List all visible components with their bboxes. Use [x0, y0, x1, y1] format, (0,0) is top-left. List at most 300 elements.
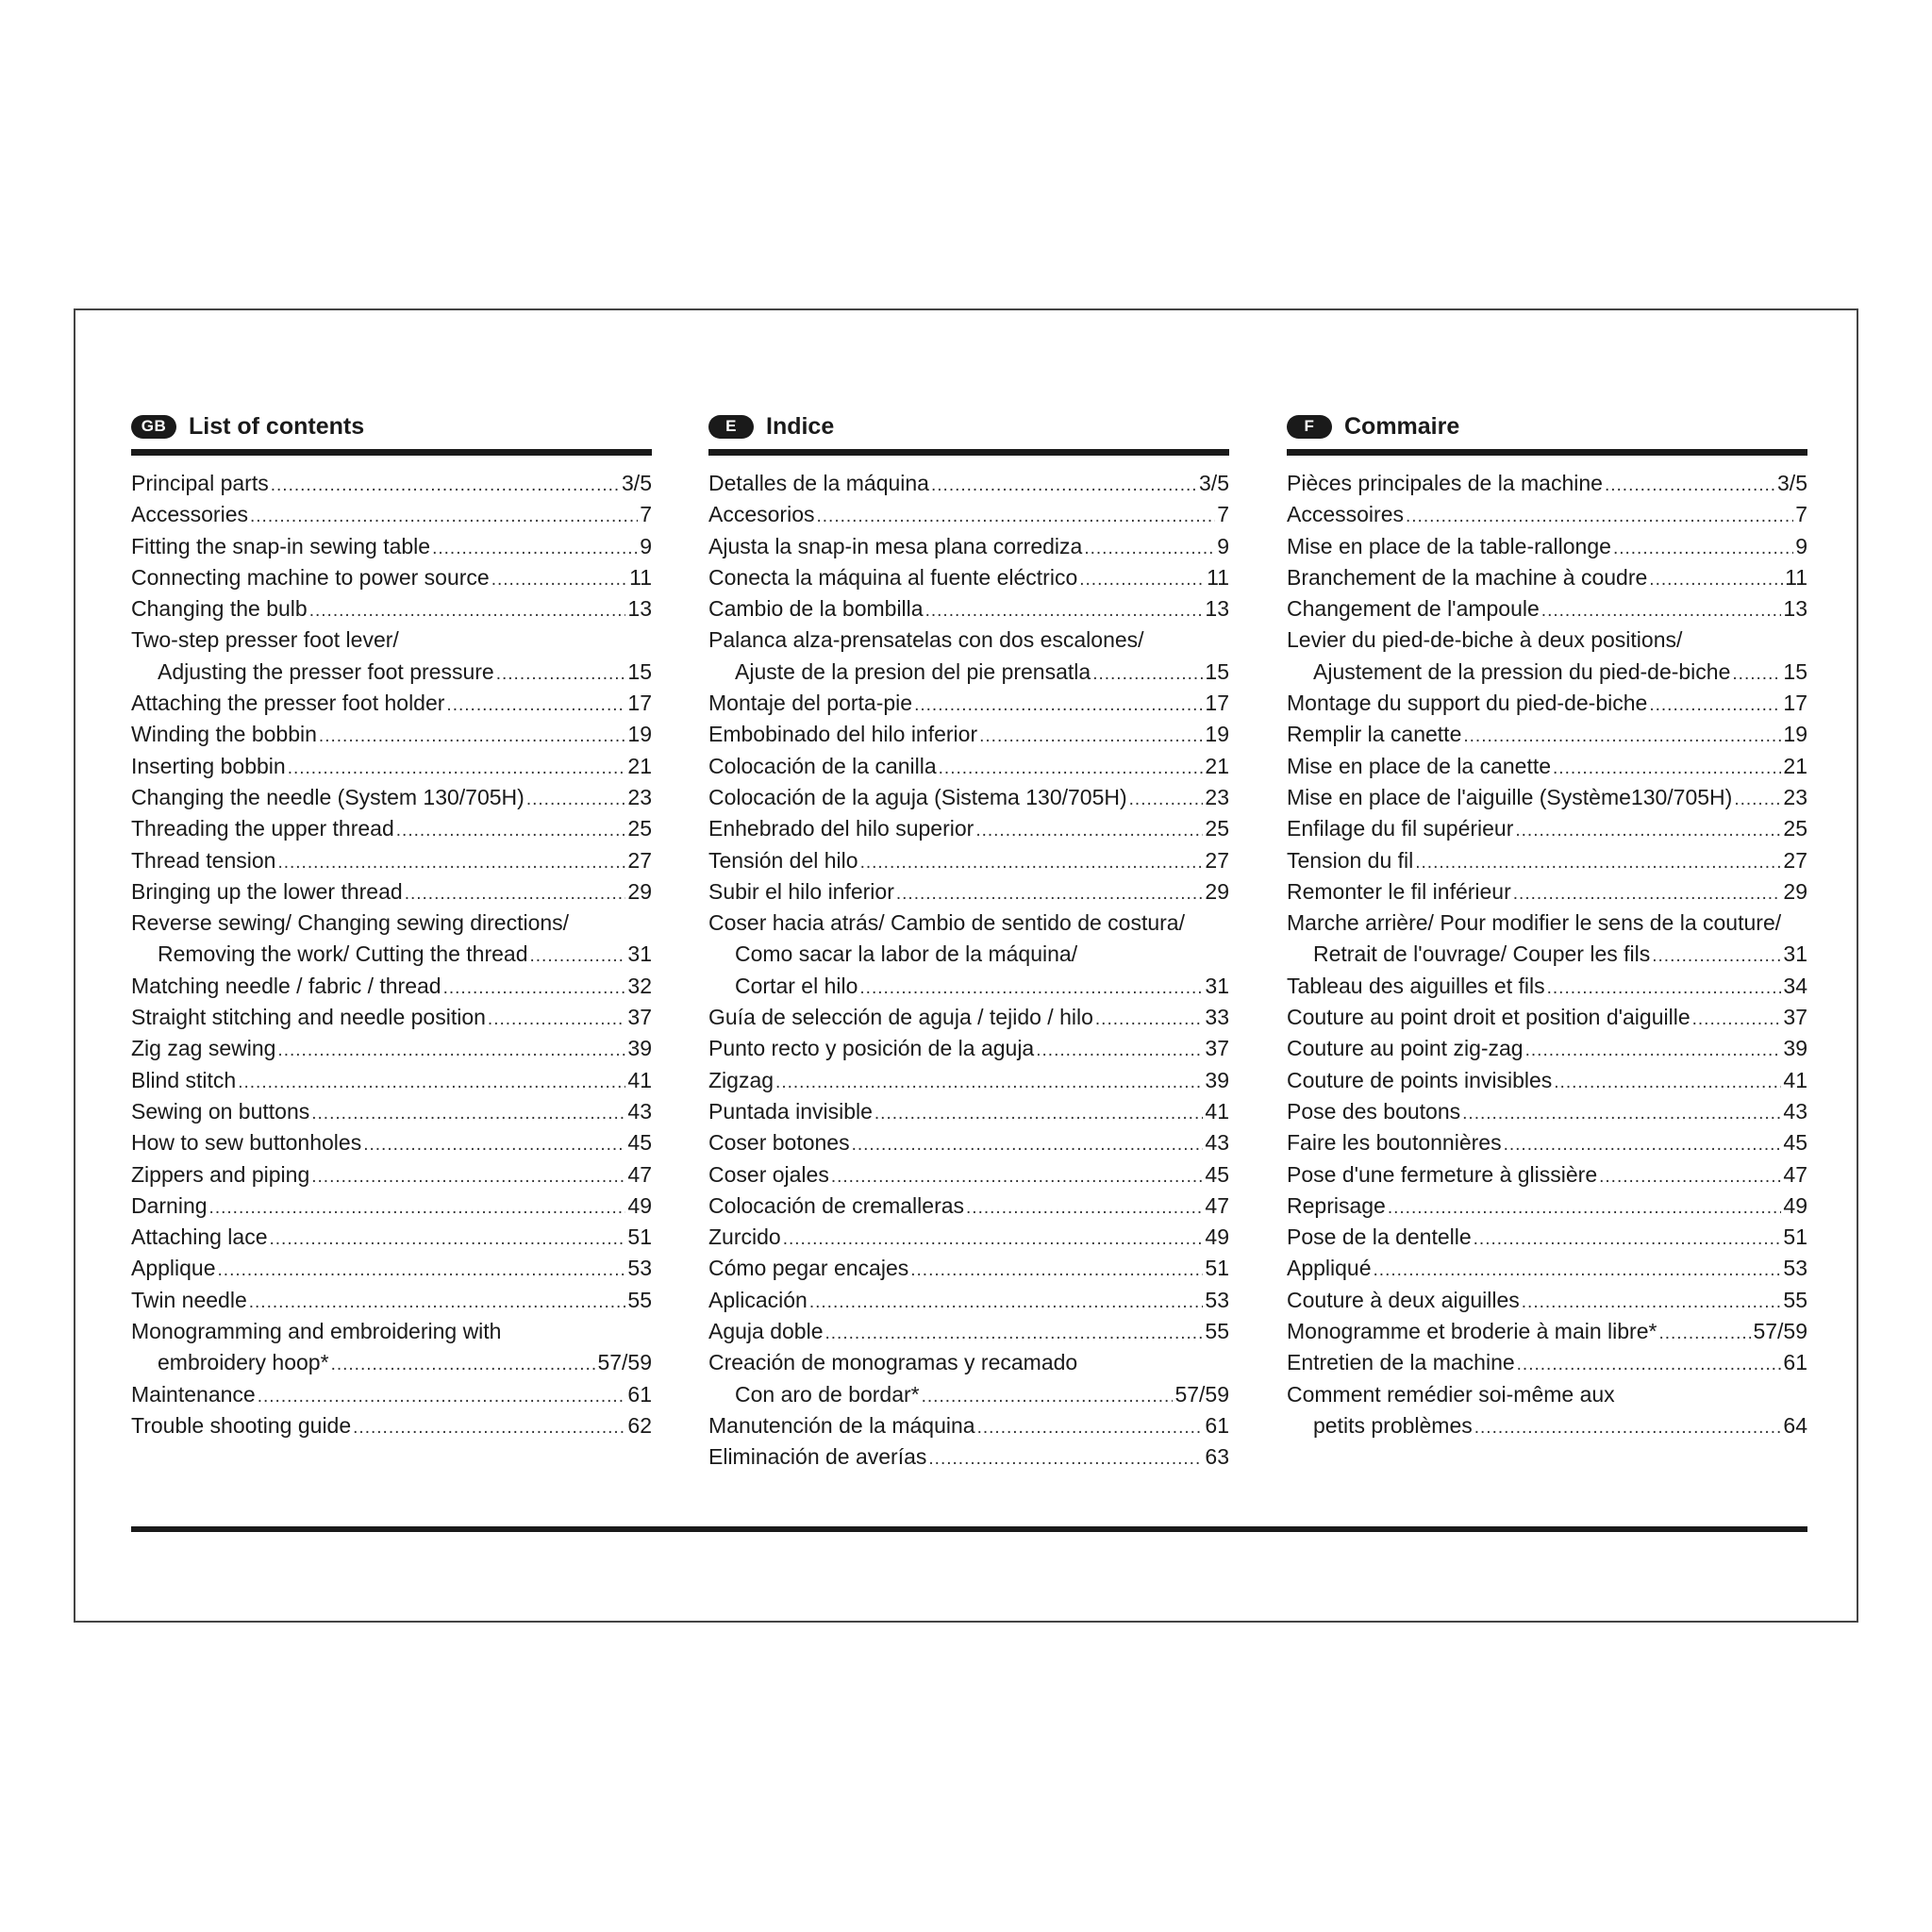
dot-leader	[1463, 726, 1781, 747]
section-heading	[708, 408, 1229, 456]
toc-entry	[708, 1162, 1229, 1193]
toc-entry-title: Tableau des aiguilles et fils	[1287, 973, 1545, 998]
dot-leader	[526, 790, 626, 810]
toc-entry-title: Matching needle / fabric / thread	[131, 973, 441, 998]
toc-page-number: 45	[1205, 1161, 1229, 1187]
toc-page-number: 57/59	[597, 1350, 652, 1375]
toc-entry-title: Twin needle	[131, 1287, 247, 1312]
dot-leader	[363, 1135, 625, 1156]
dot-leader	[966, 1198, 1203, 1219]
contents-column-f	[1287, 408, 1807, 1459]
toc-entry-title: Enhebrado del hilo superior	[708, 816, 974, 841]
toc-entry	[1287, 502, 1807, 533]
toc-page-number: 11	[1785, 564, 1807, 590]
toc-entry	[131, 502, 652, 533]
toc-entry-title: Couture à deux aiguilles	[1287, 1287, 1520, 1312]
toc-page-number: 41	[627, 1067, 652, 1092]
toc-page-number: 3/5	[1777, 471, 1807, 495]
toc-page-number: 37	[1783, 1005, 1807, 1030]
toc-entry	[1287, 754, 1807, 785]
toc-page-number: 39	[627, 1036, 652, 1061]
toc-entry	[131, 974, 652, 1005]
dot-leader	[258, 1387, 626, 1407]
toc-page-number: 19	[627, 722, 652, 747]
section-title: Commaire	[1344, 412, 1460, 440]
dot-leader	[910, 1260, 1203, 1281]
toc-entry	[1287, 910, 1807, 941]
toc-entry	[131, 722, 652, 753]
toc-entry-title: Remplir la canette	[1287, 722, 1462, 747]
toc-page-number: 25	[1205, 816, 1229, 841]
toc-entry-title: Subir el hilo inferior	[708, 878, 894, 904]
section-title: Indice	[766, 412, 835, 440]
dot-leader	[1374, 1260, 1782, 1281]
toc-page-number: 55	[1783, 1287, 1807, 1312]
toc-entry	[131, 1319, 652, 1350]
dot-leader	[939, 758, 1204, 779]
dot-leader	[331, 1355, 596, 1375]
dot-leader	[1415, 853, 1781, 874]
toc-entry-title: Fitting the snap-in sewing table	[131, 533, 431, 558]
toc-entry	[131, 471, 652, 502]
dot-leader	[928, 1449, 1203, 1470]
toc-page-number: 37	[627, 1005, 652, 1030]
toc-entry-title: Punto recto y posición de la aguja	[708, 1036, 1035, 1061]
dot-leader	[1474, 1418, 1782, 1439]
toc-entry-title: Changing the bulb	[131, 596, 308, 622]
toc-entry	[708, 565, 1229, 596]
dot-leader	[1515, 821, 1781, 841]
dot-leader	[1541, 601, 1782, 622]
dot-leader	[1036, 1041, 1203, 1061]
toc-entry	[1287, 1005, 1807, 1036]
dot-leader	[491, 570, 627, 591]
toc-entry-title: Removing the work/ Cutting the thread	[158, 941, 528, 967]
toc-entry	[708, 502, 1229, 533]
toc-entry-title: Guía de selección de aguja / tejido / hilo	[708, 1005, 1093, 1030]
toc-page-number: 17	[627, 691, 652, 716]
toc-entry-title: Cómo pegar encajes	[708, 1256, 909, 1281]
toc-entry-title: Accesorios	[708, 502, 815, 527]
toc-entry	[708, 1444, 1229, 1475]
toc-entry	[131, 1413, 652, 1444]
toc-page-number: 53	[1783, 1256, 1807, 1281]
toc-entry-title: Detalles de la máquina	[708, 471, 929, 495]
dot-leader	[1652, 946, 1781, 967]
toc-entry	[1287, 848, 1807, 879]
toc-page-number: 31	[1205, 973, 1229, 998]
dot-leader	[311, 1104, 625, 1124]
toc-page-number: 51	[627, 1224, 652, 1250]
toc-page-number: 43	[1783, 1098, 1807, 1124]
toc-page-number: 63	[1205, 1444, 1229, 1470]
toc-entry	[1287, 879, 1807, 910]
dot-leader	[922, 1387, 1174, 1407]
language-badge: F	[1287, 415, 1332, 439]
dot-leader	[1388, 1198, 1782, 1219]
toc-page-number: 21	[627, 753, 652, 778]
toc-entry-title: Trouble shooting guide	[131, 1412, 352, 1438]
toc-entry-title: Aguja doble	[708, 1319, 824, 1344]
dot-leader	[309, 601, 626, 622]
toc-entry	[708, 627, 1229, 658]
toc-entry-title: Mise en place de l'aiguille (Système130/705H)	[1287, 784, 1733, 809]
dot-leader	[1406, 507, 1793, 527]
toc-entry-title: Sewing on buttons	[131, 1098, 310, 1124]
toc-page-number: 25	[1783, 816, 1807, 841]
toc-entry	[708, 1099, 1229, 1130]
dot-leader	[249, 1292, 626, 1313]
toc-entry-title: Monogramme et broderie à main libre*	[1287, 1319, 1657, 1344]
toc-entry-title: Ajustement de la pression du pied-de-biche	[1313, 658, 1731, 684]
dot-leader	[931, 475, 1197, 496]
toc-entry	[131, 1224, 652, 1256]
toc-entry-title: Straight stitching and needle position	[131, 1005, 486, 1030]
dot-leader	[311, 1167, 625, 1188]
dot-leader	[825, 1324, 1204, 1344]
dot-leader	[860, 853, 1204, 874]
toc-entry	[131, 1099, 652, 1130]
toc-entry-title: Colocación de cremalleras	[708, 1192, 965, 1218]
toc-entry	[1287, 941, 1807, 973]
toc-entry-title: Enfilage du fil supérieur	[1287, 816, 1514, 841]
toc-list	[1287, 471, 1807, 1444]
toc-entry	[131, 816, 652, 847]
toc-entry	[1287, 1382, 1807, 1413]
toc-entry	[131, 1130, 652, 1161]
toc-entry-title: Branchement de la machine à coudre	[1287, 564, 1648, 590]
toc-entry-title: Puntada invisible	[708, 1098, 873, 1124]
toc-entry	[131, 659, 652, 691]
toc-page-number: 13	[1205, 596, 1229, 622]
toc-page-number: 64	[1783, 1412, 1807, 1438]
toc-entry-title: Bringing up the lower thread	[131, 878, 403, 904]
toc-entry	[708, 1382, 1229, 1413]
dot-leader	[914, 695, 1203, 716]
toc-entry	[1287, 565, 1807, 596]
toc-entry	[708, 1130, 1229, 1161]
toc-entry	[708, 754, 1229, 785]
toc-entry	[131, 1193, 652, 1224]
toc-entry	[131, 910, 652, 941]
toc-entry-title: Coser ojales	[708, 1161, 829, 1187]
dot-leader	[809, 1292, 1204, 1313]
toc-entry	[708, 596, 1229, 627]
toc-entry-title: Maintenance	[131, 1381, 256, 1407]
toc-entry-title: Coser hacia atrás/ Cambio de sentido de costura/	[708, 910, 1185, 936]
toc-page-number: 21	[1783, 753, 1807, 778]
toc-page-number: 7	[1217, 502, 1229, 527]
section-heading	[131, 408, 652, 456]
toc-page-number: 53	[627, 1256, 652, 1281]
toc-entry-title: Mise en place de la canette	[1287, 753, 1552, 778]
toc-entry	[1287, 1130, 1807, 1161]
toc-entry	[708, 910, 1229, 941]
toc-entry	[1287, 1162, 1807, 1193]
toc-entry	[708, 1193, 1229, 1224]
dot-leader	[1547, 978, 1782, 999]
toc-entry	[131, 1288, 652, 1319]
toc-entry-title: Zigzag	[708, 1067, 774, 1092]
toc-page-number: 53	[1205, 1287, 1229, 1312]
toc-entry	[708, 1005, 1229, 1036]
toc-entry	[708, 816, 1229, 847]
toc-page-number: 39	[1783, 1036, 1807, 1061]
dot-leader	[852, 1135, 1204, 1156]
toc-page-number: 61	[1205, 1412, 1229, 1438]
dot-leader	[277, 1041, 625, 1061]
toc-page-number: 25	[627, 816, 652, 841]
toc-entry-title: Adjusting the presser foot pressure	[158, 658, 494, 684]
toc-entry-title: Changing the needle (System 130/705H)	[131, 784, 525, 809]
toc-entry-title: Two-step presser foot lever/	[131, 627, 399, 653]
toc-page-number: 9	[1217, 533, 1229, 558]
toc-page-number: 55	[627, 1287, 652, 1312]
dot-leader	[1084, 539, 1215, 559]
toc-page-number: 57/59	[1753, 1319, 1807, 1344]
dot-leader	[405, 884, 626, 905]
dot-leader	[896, 884, 1204, 905]
dot-leader	[1525, 1041, 1782, 1061]
toc-entry	[131, 1256, 652, 1287]
language-badge: E	[708, 415, 754, 439]
toc-entry	[1287, 659, 1807, 691]
toc-entry-title: Conecta la máquina al fuente eléctrico	[708, 564, 1078, 590]
toc-page-number: 41	[1205, 1098, 1229, 1124]
toc-entry	[1287, 1068, 1807, 1099]
toc-entry-title: Zig zag sewing	[131, 1036, 276, 1061]
toc-entry	[1287, 816, 1807, 847]
dot-leader	[859, 978, 1203, 999]
dot-leader	[1613, 539, 1793, 559]
dot-leader	[529, 946, 625, 967]
toc-entry	[1287, 691, 1807, 722]
dot-leader	[977, 1418, 1204, 1439]
toc-page-number: 43	[627, 1098, 652, 1124]
language-badge: GB	[131, 415, 176, 439]
bottom-divider	[131, 1526, 1807, 1532]
toc-entry-title: Appliqué	[1287, 1256, 1372, 1281]
toc-entry	[131, 941, 652, 973]
toc-page-number: 51	[1205, 1256, 1229, 1281]
toc-entry	[708, 1350, 1229, 1381]
dot-leader	[1504, 1135, 1782, 1156]
toc-entry	[131, 1005, 652, 1036]
toc-entry-title: Accessoires	[1287, 502, 1404, 527]
toc-page-number: 23	[627, 784, 652, 809]
toc-entry	[708, 722, 1229, 753]
toc-page-number: 3/5	[622, 471, 652, 495]
dot-leader	[1095, 1009, 1204, 1030]
toc-entry	[708, 1036, 1229, 1067]
dot-leader	[1092, 664, 1203, 685]
toc-entry	[708, 1224, 1229, 1256]
toc-page-number: 27	[627, 847, 652, 873]
toc-entry	[708, 471, 1229, 502]
toc-entry	[1287, 1193, 1807, 1224]
toc-page-number: 43	[1205, 1130, 1229, 1156]
dot-leader	[979, 726, 1203, 747]
toc-entry-title: Palanca alza-prensatelas con dos escalones/	[708, 627, 1144, 653]
toc-entry	[1287, 1288, 1807, 1319]
toc-page-number: 49	[1205, 1224, 1229, 1250]
toc-entry-title: Montage du support du pied-de-biche	[1287, 691, 1648, 716]
dot-leader	[319, 726, 625, 747]
dot-leader	[775, 1073, 1203, 1093]
toc-entry-title: Con aro de bordar*	[735, 1381, 920, 1407]
toc-entry	[1287, 974, 1807, 1005]
toc-page-number: 31	[627, 941, 652, 967]
toc-entry	[1287, 1319, 1807, 1350]
toc-entry	[708, 785, 1229, 816]
toc-entry-title: Thread tension	[131, 847, 276, 873]
toc-entry-title: Applique	[131, 1256, 216, 1281]
toc-entry	[1287, 1413, 1807, 1444]
toc-entry-title: Pièces principales de la machine	[1287, 471, 1603, 495]
dot-leader	[1605, 475, 1775, 496]
section-title: List of contents	[189, 412, 365, 440]
toc-entry-title: Embobinado del hilo inferior	[708, 722, 978, 747]
toc-page-number: 32	[627, 973, 652, 998]
toc-entry-title: Tensión del hilo	[708, 847, 858, 873]
toc-page-number: 37	[1205, 1036, 1229, 1061]
toc-entry-title: Mise en place de la table-rallonge	[1287, 533, 1611, 558]
dot-leader	[218, 1260, 626, 1281]
dot-leader	[1649, 695, 1781, 716]
dot-leader	[432, 539, 638, 559]
toc-page-number: 47	[627, 1161, 652, 1187]
toc-entry-title: Couture au point zig-zag	[1287, 1036, 1524, 1061]
dot-leader	[783, 1229, 1204, 1250]
toc-entry	[708, 1068, 1229, 1099]
toc-list	[131, 471, 652, 1444]
dot-leader	[975, 821, 1203, 841]
toc-entry-title: embroidery hoop*	[158, 1350, 329, 1375]
toc-entry-title: Aplicación	[708, 1287, 808, 1312]
toc-entry	[708, 879, 1229, 910]
toc-entry	[708, 659, 1229, 691]
dot-leader	[271, 475, 620, 496]
toc-entry-title: Marche arrière/ Pour modifier le sens de la couture/	[1287, 910, 1782, 936]
dot-leader	[1554, 1073, 1781, 1093]
toc-entry-title: Zippers and piping	[131, 1161, 310, 1187]
toc-page-number: 29	[1205, 878, 1229, 904]
toc-entry-title: How to sew buttonholes	[131, 1130, 362, 1156]
toc-page-number: 17	[1205, 691, 1229, 716]
toc-page-number: 61	[1783, 1350, 1807, 1375]
toc-entry	[1287, 534, 1807, 565]
toc-entry-title: Levier du pied-de-biche à deux positions/	[1287, 627, 1683, 653]
toc-entry-title: Couture au point droit et position d'aiguille	[1287, 1005, 1690, 1030]
toc-page-number: 3/5	[1199, 471, 1229, 495]
toc-entry-title: Pose des boutons	[1287, 1098, 1461, 1124]
toc-entry-title: Como sacar la labor de la máquina/	[735, 941, 1078, 967]
toc-entry-title: Pose de la dentelle	[1287, 1224, 1472, 1250]
dot-leader	[288, 758, 626, 779]
toc-entry-title: Ajuste de la presion del pie prensatla	[735, 658, 1091, 684]
toc-entry-title: Blind stitch	[131, 1067, 237, 1092]
toc-page-number: 61	[627, 1381, 652, 1407]
toc-page-number: 9	[1795, 533, 1807, 558]
dot-leader	[209, 1198, 626, 1219]
toc-entry-title: Darning	[131, 1192, 208, 1218]
toc-entry	[131, 596, 652, 627]
toc-entry-title: Principal parts	[131, 471, 269, 495]
toc-page-number: 19	[1783, 722, 1807, 747]
dot-leader	[1522, 1292, 1782, 1313]
toc-page-number: 23	[1205, 784, 1229, 809]
toc-entry-title: Pose d'une fermeture à glissière	[1287, 1161, 1598, 1187]
toc-entry-title: Zurcido	[708, 1224, 781, 1250]
toc-entry-title: Remonter le fil inférieur	[1287, 878, 1511, 904]
toc-entry	[708, 691, 1229, 722]
toc-entry	[708, 941, 1229, 973]
toc-page-number: 51	[1783, 1224, 1807, 1250]
toc-entry	[708, 1413, 1229, 1444]
toc-entry	[131, 754, 652, 785]
toc-entry-title: Faire les boutonnières	[1287, 1130, 1502, 1156]
dot-leader	[496, 664, 626, 685]
toc-entry-title: Colocación de la canilla	[708, 753, 937, 778]
dot-leader	[874, 1104, 1204, 1124]
dot-leader	[1734, 790, 1781, 810]
toc-entry-title: Cambio de la bombilla	[708, 596, 924, 622]
toc-page-number: 11	[629, 564, 652, 590]
toc-entry-title: Entretien de la machine	[1287, 1350, 1515, 1375]
toc-page-number: 45	[1783, 1130, 1807, 1156]
toc-entry-title: Attaching the presser foot holder	[131, 691, 445, 716]
toc-page-number: 55	[1205, 1319, 1229, 1344]
dot-leader	[925, 601, 1204, 622]
toc-page-number: 11	[1207, 564, 1229, 590]
dot-leader	[1599, 1167, 1781, 1188]
toc-page-number: 39	[1205, 1067, 1229, 1092]
toc-entry-title: Retrait de l'ouvrage/ Couper les fils	[1313, 941, 1651, 967]
toc-entry-title: Threading the upper thread	[131, 816, 394, 841]
section-heading	[1287, 408, 1807, 456]
toc-entry-title: Coser botones	[708, 1130, 850, 1156]
toc-entry-title: Comment remédier soi-même aux	[1287, 1381, 1615, 1407]
dot-leader	[1079, 570, 1205, 591]
dot-leader	[277, 853, 625, 874]
toc-entry	[708, 534, 1229, 565]
toc-page-number: 7	[1795, 502, 1807, 527]
toc-page-number: 23	[1783, 784, 1807, 809]
toc-list	[708, 471, 1229, 1476]
toc-page-number: 29	[1783, 878, 1807, 904]
toc-page-number: 57/59	[1174, 1381, 1229, 1407]
toc-entry-title: Changement de l'ampoule	[1287, 596, 1540, 622]
toc-entry-title: Couture de points invisibles	[1287, 1067, 1553, 1092]
dot-leader	[269, 1229, 625, 1250]
dot-leader	[1462, 1104, 1781, 1124]
dot-leader	[1474, 1229, 1782, 1250]
toc-entry-title: Monogramming and embroidering with	[131, 1319, 502, 1344]
dot-leader	[1513, 884, 1782, 905]
dot-leader	[831, 1167, 1204, 1188]
dot-leader	[1732, 664, 1781, 685]
toc-entry	[708, 1256, 1229, 1287]
toc-entry	[131, 1382, 652, 1413]
toc-entry	[131, 565, 652, 596]
dot-leader	[238, 1073, 625, 1093]
dot-leader	[443, 978, 626, 999]
toc-entry	[131, 1162, 652, 1193]
dot-leader	[250, 507, 638, 527]
toc-page-number: 41	[1783, 1067, 1807, 1092]
toc-entry-title: Ajusta la snap-in mesa plana corrediza	[708, 533, 1083, 558]
toc-entry	[1287, 1256, 1807, 1287]
